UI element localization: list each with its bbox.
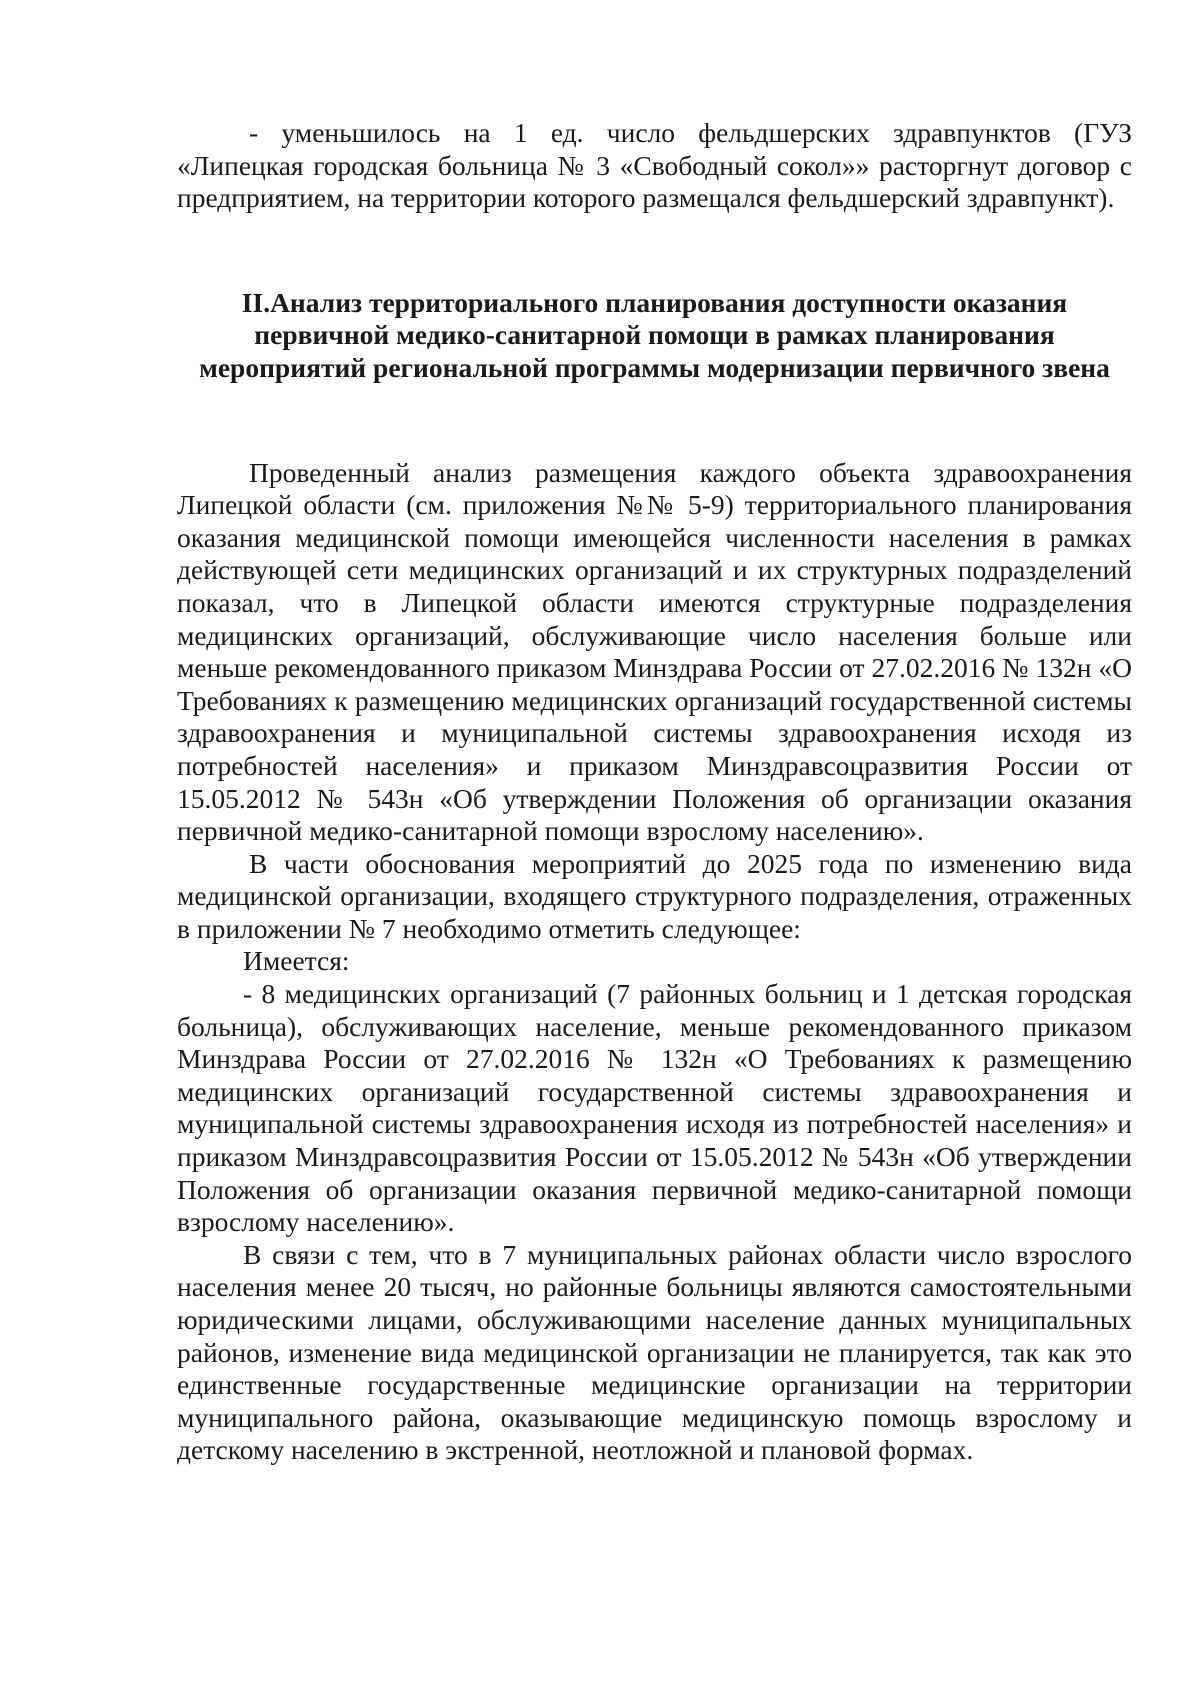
paragraph-analysis: Проведенный анализ размещения каждого объекта здравоохранения Липецкой области (см. приложения №№ 5-9) территориального планирования оказания медицинской помощи имеющейся численности населения в рамках действующей сети медицинских организаций и их структурных подразделений показал, что в Липецкой области имеются структурные подразделения медицинских организаций, обслуживающие число населения больше или меньше рекомендованного приказом Минздрава России от 27.02.2016 № 132н «О Требованиях к размещению медицинских организаций государственной системы здравоохранения и муниципальной системы здравоохранения исходя из потребностей населения» и приказом Минздравсоцразвития России от 15.05.2012 № 543н «Об утверждении Положения об организации оказания первичной медико-санитарной помощи взрослому населению». [177,456,1132,847]
heading-line-2: первичной медико-санитарной помощи в рамках планирования [254,319,1055,351]
paragraph-eight-organizations: - 8 медицинских организаций (7 районных больниц и 1 детская городская больница), обслуживающих население, меньше рекомендованного приказом Минздрава России от 27.02.2016 № 132н «О Требованиях к размещению медицинских организаций государственной системы здравоохранения и муниципальной системы здравоохранения исходя из потребностей населения» и приказом Минздравсоцразвития России от 15.05.2012 № 543н «Об утверждении Положения об организации оказания первичной медико-санитарной помощи взрослому населению». [177,978,1132,1238]
heading-line-1: II.Анализ территориального планирования доступности оказания [241,286,1068,318]
document-page [177,117,1132,1657]
heading-line-3: мероприятий региональной программы модернизации первичного звена [199,351,1110,383]
section-heading [177,287,1132,385]
paragraph-districts: В связи с тем, что в 7 муниципальных районах области число взрослого населения менее 20 тысяч, но районные больницы являются самостоятельными юридическими лицами, обслуживающими население данных муниципальных районов, изменение вида медицинской организации не планируется, так как это единственные государственные медицинские организации на территории муниципального района, оказывающие медицинскую помощь взрослому и детскому населению в экстренной, неотложной и плановой формах. [177,1238,1132,1466]
paragraph-available: Имеется: [243,945,350,977]
paragraph-justification: В части обоснования мероприятий до 2025 года по изменению вида медицинской организации, входящего структурного подразделения, отраженных в приложении № 7 необходимо отметить следующее: [177,847,1132,944]
paragraph-fap-reduction: - уменьшилось на 1 ед. число фельдшерских здравпунктов (ГУЗ «Липецкая городская больница № 3 «Свободный сокол»» расторгнут договор с предприятием, на территории которого размещался фельдшерский здравпункт). [177,117,1132,214]
